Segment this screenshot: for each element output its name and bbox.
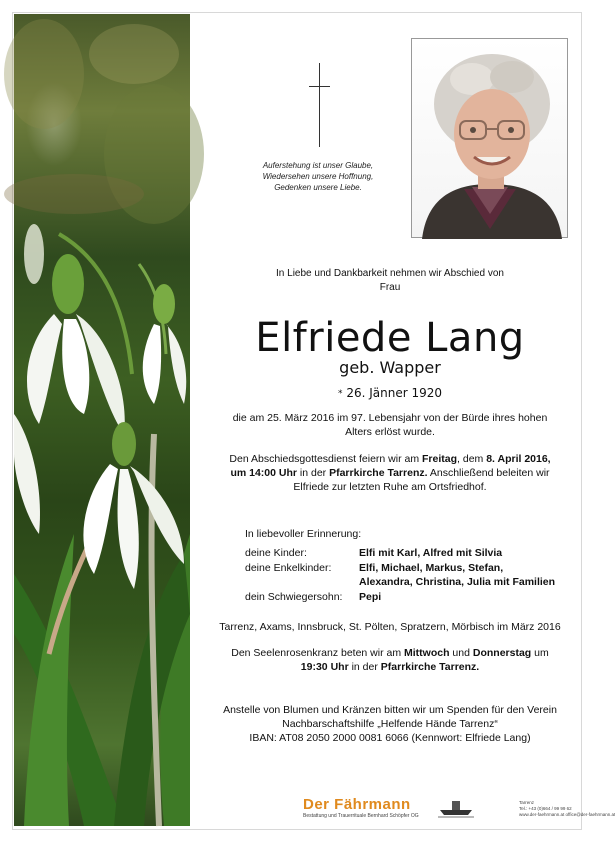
rosary-line-2: 19:30 Uhr in der Pfarrkirche Tarrenz.: [300, 661, 480, 673]
donation-line: Nachbarschaftshilfe „Helfende Hände Tarrenz“: [282, 718, 498, 730]
family-row: deine Kinder: Elfi mit Karl, Alfred mit Silvia: [245, 547, 503, 559]
funeral-home-logo: Der Fährmann: [303, 796, 411, 813]
family-list: [245, 546, 555, 604]
boat-icon: [438, 798, 474, 823]
deceased-name: Elfriede Lang: [255, 315, 525, 361]
donation-text: [200, 703, 580, 745]
intro-line: Frau: [379, 282, 401, 293]
snowdrop-flower-photo: [14, 14, 190, 826]
rosary-text: [200, 646, 580, 674]
motto: [218, 160, 418, 193]
service-line-3: Elfriede zur letzten Ruhe am Ortsfriedhof.: [293, 481, 487, 493]
service-line-2: um 14:00 Uhr in der Pfarrkirche Tarrenz. Anschließend beleiten wir: [230, 467, 550, 479]
birth-name: geb. Wapper: [339, 358, 441, 377]
death-text: [200, 411, 580, 439]
intro-line: In Liebe und Dankbarkeit nehmen wir Abschied von: [276, 268, 504, 279]
family-heading: In liebevoller Erinnerung:: [245, 528, 362, 540]
birth-date: [200, 385, 580, 402]
places-date: Tarrenz, Axams, Innsbruck, St. Pölten, Spratzern, Mörbisch im März 2016: [219, 621, 561, 633]
funeral-home-subtitle: Bestattung und Trauerrituale Bernhard Schöpfer OG: [303, 813, 419, 819]
motto-line: Auferstehung ist unser Glaube,: [262, 161, 374, 170]
funeral-service-text: [200, 452, 580, 494]
family-row: dein Schwiegersohn: Pepi: [245, 590, 382, 603]
motto-line: Gedenken unsere Liebe.: [274, 183, 362, 192]
birth-date-value: 26. Jänner 1920: [346, 386, 442, 400]
portrait-photo: [411, 38, 568, 238]
family-row: deine Enkelkinder: Elfi, Michael, Markus, Stefan,: [245, 561, 504, 574]
death-line: die am 25. März 2016 im 97. Lebensjahr von der Bürde ihres hohen: [232, 412, 548, 424]
death-line: Alters erlöst wurde.: [345, 426, 435, 438]
funeral-home-contact: Tarrenz Tel.: +43 (0)664 / 99 99 62 www.der-faehrmann.at office@der-faehrmann.at: [519, 800, 615, 817]
cross-vertical: [319, 63, 320, 147]
donation-line: Anstelle von Blumen und Kränzen bitten wir um Spenden für den Verein: [223, 704, 557, 716]
birth-star-icon: *: [338, 389, 343, 399]
rosary-line-1: Den Seelenrosenkranz beten wir am Mittwoch und Donnerstag um: [231, 647, 549, 659]
donation-line: IBAN: AT08 2050 2000 0081 6066 (Kennwort: Elfriede Lang): [249, 732, 531, 744]
family-row: Alexandra, Christina, Julia mit Familien: [359, 576, 556, 588]
service-line-1: Den Abschiedsgottesdienst feiern wir am Freitag, dem 8. April 2016,: [229, 453, 551, 465]
cross-horizontal: [309, 86, 330, 87]
intro-text: [200, 267, 580, 295]
motto-line: Wiedersehen unsere Hoffnung,: [262, 172, 374, 181]
